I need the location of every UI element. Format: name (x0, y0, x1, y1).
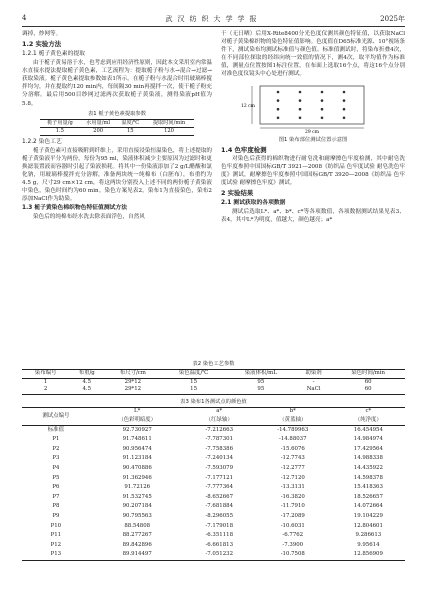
table-cell: -11.7910 (280, 503, 305, 510)
subsection-heading: 1.2.1 栀子黄色素的提取 (22, 51, 85, 58)
table-cell: P7 (52, 493, 60, 500)
section-heading: 2 实验结果 (221, 188, 254, 197)
table-cell: 19.104229 (353, 512, 383, 519)
table-cell: -7.240134 (205, 455, 233, 462)
table-cell: 91.72126 (124, 484, 151, 491)
table-cell: 120 (164, 127, 174, 134)
table-cell: -7.177121 (205, 474, 233, 481)
table-cell: -7.051232 (205, 551, 233, 558)
table-row (22, 531, 405, 541)
table-cell: -7.787301 (205, 436, 233, 443)
table-header-cell: 测试点编号 (42, 412, 70, 419)
paragraph: 干（无日晒）后用X-Rite8400分光色度仪测其颜色特征值，以获取NaCl对栀子黄染棉织物的染色特征值影响。色度值在D65标准光源、10°视场条件下，测试染布均测试标准值与颜色值。标准值测试时，将染布折叠4次，在不同部位探取的经纬向统一效值的情况下，测4次，取平均值作为标准值，测量点位置按图1标注位置，在布面上选取16个点，将这16个点分别对准色度仪镜头中心处进行测试。 (221, 31, 405, 78)
table-cell: -12.2777 (280, 464, 305, 471)
table-cell: 12.804601 (353, 522, 383, 529)
page-number: 4 (22, 14, 27, 22)
table-row (22, 493, 405, 503)
table-header-cell: 提取时间/min (152, 119, 186, 126)
table-row (22, 512, 405, 522)
table-header-cell: 温度/℃ (121, 119, 140, 126)
table-header-cell: （红绿轴） (205, 416, 233, 423)
paragraph: 染色后的纯棉布经水洗去除表面浮色，自然风 (33, 214, 145, 221)
table-cell: 89.842896 (122, 541, 152, 548)
table3-block (22, 398, 405, 561)
test-point-dot (299, 116, 302, 119)
test-point-dot (343, 90, 346, 93)
table-cell: 90.795563 (122, 512, 152, 519)
table-cell: -7.593079 (205, 464, 233, 471)
test-point-dot (299, 99, 302, 102)
running-header (22, 14, 405, 26)
table-cell: 9.95614 (357, 541, 380, 548)
dyeing-parameters-table (22, 369, 405, 395)
table-cell: 29*12 (124, 378, 142, 385)
test-point-dot (321, 99, 324, 102)
width-dimension-label: 29 cm (305, 129, 319, 134)
table-cell: 18.526657 (353, 493, 383, 500)
header-rule (22, 26, 405, 27)
table-cell: P10 (50, 522, 62, 529)
table-cell: -14.789963 (277, 426, 309, 433)
color-values-body (22, 425, 405, 560)
test-point-dot (277, 107, 280, 110)
table-cell: 4.5 (82, 386, 92, 393)
table-header-cell: （色彩明暗度） (118, 416, 157, 423)
table-cell: -17.2089 (280, 512, 305, 519)
table-row (22, 502, 405, 512)
table-caption: 表1 栀子黄色素提取参数 (87, 110, 147, 117)
test-point-dot (299, 107, 302, 110)
table-cell: 91.123184 (122, 455, 152, 462)
right-column (221, 30, 405, 224)
table-cell: -10.6031 (280, 522, 305, 529)
table-cell: P12 (50, 541, 62, 548)
table-row (22, 425, 405, 435)
table-cell: 2 (43, 386, 48, 393)
table-cell: 29*12 (124, 386, 142, 393)
table-cell: -12.7743 (280, 455, 305, 462)
table-cell: -10.7508 (280, 551, 305, 558)
table-header-cell: （纯净度） (354, 416, 382, 423)
test-point-dot (299, 90, 302, 93)
figure-1 (238, 82, 388, 134)
table-cell: 60 (364, 386, 372, 393)
left-column (22, 30, 212, 221)
section-heading: 1.2 实验方法 (22, 40, 62, 49)
paragraph: 由于栀子黄易溶于水，也考虑到应用经济性原则，因此本文采用室内常温水直接水提法提取栀子黄色素，工艺流程为：提取栀子粉与水→混合→过滤→获取染液。栀子黄色素提取参数如表1所示。在栀子粉与水混合时用玻璃棒搅拌均匀，并在提取约120 min内，每间隔30 min再搅拌一次，使干栀子粉充分溶解。最后用500目纱网过滤两次获取栀子黄染液，测得染液pH值为5.8。 (22, 60, 213, 107)
table-cell: -7.681884 (205, 503, 233, 510)
table-cell: P1 (52, 436, 60, 443)
table-cell: 12.856909 (353, 551, 383, 558)
table-cell: - (312, 378, 315, 385)
test-points (277, 90, 346, 118)
table-cell: P11 (50, 532, 62, 539)
table2-block (22, 360, 405, 395)
table-caption: 表3 染布1各测试点的颜色值 (180, 399, 247, 405)
table-cell: -15.6076 (280, 445, 305, 452)
table-row (22, 454, 405, 464)
table-cell: 14.598378 (353, 474, 383, 481)
table-header-cell: a* (216, 408, 223, 415)
table-cell: 95 (257, 386, 265, 393)
table-cell: 14.072664 (353, 503, 383, 510)
table-header-cell: 布重/g (78, 370, 95, 376)
table-header-cell: 染布编号 (34, 370, 57, 376)
extraction-parameters-table (40, 119, 194, 136)
table-cell: 91.532745 (122, 493, 152, 500)
table-row (22, 378, 405, 386)
table-cell: -7.179018 (205, 522, 233, 529)
table-cell: P3 (52, 455, 60, 462)
table-cell: 16.454954 (353, 426, 383, 433)
table-cell: P6 (52, 484, 60, 491)
table-cell: -14.88037 (279, 436, 307, 443)
table-cell: -12.7120 (280, 474, 305, 481)
table-cell: -6.661813 (205, 541, 233, 548)
height-dimension-label: 12 cm (241, 103, 255, 109)
paragraph: 调掉，炒网等。 (22, 31, 62, 37)
table-header-cell: L* (134, 408, 141, 415)
table-header-cell: 栀子用量/g (46, 119, 73, 126)
table-cell: 14.988338 (353, 455, 383, 462)
table-cell: NaCl (306, 386, 321, 393)
table-cell: -7.777364 (205, 484, 233, 491)
table-header-cell: 染色温度/℃ (178, 370, 209, 376)
publication-year: 2025年 (380, 15, 405, 23)
subsection-heading: 2.1 测试获取的各项数据 (221, 199, 286, 206)
table-cell: -8.652667 (205, 493, 233, 500)
table-cell: 90.207184 (122, 503, 152, 510)
table-cell: P9 (52, 512, 60, 519)
table-cell: 90.956474 (122, 445, 152, 452)
table-row (22, 474, 405, 484)
table-row (22, 483, 405, 493)
test-point-diagram (238, 82, 388, 134)
test-point-dot (277, 99, 280, 102)
table-cell: P4 (52, 464, 60, 471)
table-header-cell: 助染剂 (305, 370, 322, 376)
table-cell: 15 (190, 378, 198, 385)
table-header-cell: 水用量/ml (86, 119, 111, 126)
subsection-heading: 1.3 栀子黄染色棉织物色特征值测试方法 (22, 205, 128, 212)
subsection-heading: 1.2.2 染色工艺 (22, 138, 62, 145)
table-cell: 95 (257, 378, 265, 385)
table-cell: 15.418363 (353, 484, 383, 491)
table-cell: 200 (93, 127, 104, 134)
table-cell: 15 (126, 127, 134, 134)
table-cell: -7.3900 (282, 541, 304, 548)
table-row (22, 445, 405, 455)
table-cell: 4.5 (82, 378, 92, 385)
table-row (22, 386, 405, 394)
paragraph: 对染色后获得的棉织物进行耐皂洗和耐摩擦色牢度检测，其中耐皂洗色牢度参照中国国标GB/T 3921—2008《纺织品 色牢度试验 耐皂洗色牢度》测试，耐摩擦色牢度参照中国国标GB/T 3920—2008《纺织品 色牢度试验 耐摩擦色牢度》测试。 (221, 155, 405, 186)
table-cell: 17.429564 (353, 445, 383, 452)
table-cell: 60 (364, 378, 372, 385)
table-header-cell: （黄蓝轴） (279, 416, 307, 423)
table-cell: 90.470886 (122, 464, 152, 471)
subsection-heading: 1.4 色牢度检测 (221, 145, 267, 154)
table-cell: P2 (52, 445, 60, 452)
table-header-cell: 布尺寸/cm (119, 370, 146, 376)
table-cell: 9.286613 (355, 532, 382, 539)
table-cell: P13 (50, 551, 62, 558)
table-row (22, 541, 405, 551)
table-cell: -8.296055 (205, 512, 233, 519)
table-cell: 91.748611 (122, 436, 152, 443)
paragraph: 测试后选取L*、a*、b*、c*等各项数值，各项数据测试结果见表3、表4，其中L*为明度，值越大，颜色越亮；a* (221, 208, 405, 224)
fabric-outline (260, 86, 364, 124)
table-cell: 91.362946 (122, 474, 152, 481)
table-row (22, 435, 405, 445)
table-cell: 1.5 (55, 127, 64, 134)
table-cell: -7.758386 (205, 445, 233, 452)
test-point-dot (343, 116, 346, 119)
test-point-dot (277, 90, 280, 93)
table-cell: P8 (52, 503, 60, 510)
table-caption: 表2 染色工艺参数 (192, 361, 235, 367)
table-cell: 1 (43, 378, 48, 385)
table-cell: 89.914497 (122, 551, 152, 558)
table-cell: 88.277267 (122, 532, 152, 539)
test-point-dot (321, 90, 324, 93)
table-row (40, 127, 194, 135)
table-cell: 15 (190, 386, 198, 393)
table-row (22, 550, 405, 560)
figure-caption: 图1 染布部位测试位置示意图 (278, 136, 348, 143)
table-header-cell: c* (365, 408, 372, 415)
test-point-dot (321, 116, 324, 119)
table-cell: P5 (52, 474, 60, 481)
table-header-cell: 染色时间/min (351, 370, 385, 376)
table-cell: -6.351118 (205, 532, 233, 539)
table-cell: 92.730927 (122, 426, 152, 433)
table-cell: 14.435922 (353, 464, 383, 471)
table-cell: -16.3820 (280, 493, 305, 500)
journal-title: 武汉纺织大学学报 (165, 15, 262, 23)
table-cell: 标准值 (47, 426, 64, 433)
table-cell: 88.54808 (124, 522, 151, 529)
table-cell: -6.7762 (282, 532, 304, 539)
table-header-cell: 染液体积/mL (244, 370, 277, 376)
table-row (22, 522, 405, 532)
test-point-dot (277, 116, 280, 119)
color-values-table (22, 407, 405, 561)
paragraph: 栀子黄色素可直接吸附到纤维上，采用直接浸染恒温染色，将上述提取的栀子黄染液平分为两份，每份为95 ml，染液体积减少主要原因为过滤时和更换滤装置液而容器时引起了染液损耗。将其中一份染液添加了2 g/L醋酸和氯化钠，用玻璃棒搅拌充分溶解，准备两块统一纯棉布（白胚布），布重约为4.5 g，尺寸29 cm×12 cm，将这两块分别投入上述不同的两份栀子黄染液中染色，染色时间约为60 min。染色方案见表2。染布1为直接染色，染布2添加NaCl作为助染。 (22, 147, 213, 203)
test-point-dot (343, 99, 346, 102)
table-cell: 14.984974 (353, 436, 383, 443)
table-cell: -7.212663 (205, 426, 233, 433)
test-point-dot (343, 107, 346, 110)
test-point-dot (321, 107, 324, 110)
table-cell: -13.3131 (280, 484, 305, 491)
table-row (22, 464, 405, 474)
table-header-cell: b* (289, 408, 296, 415)
